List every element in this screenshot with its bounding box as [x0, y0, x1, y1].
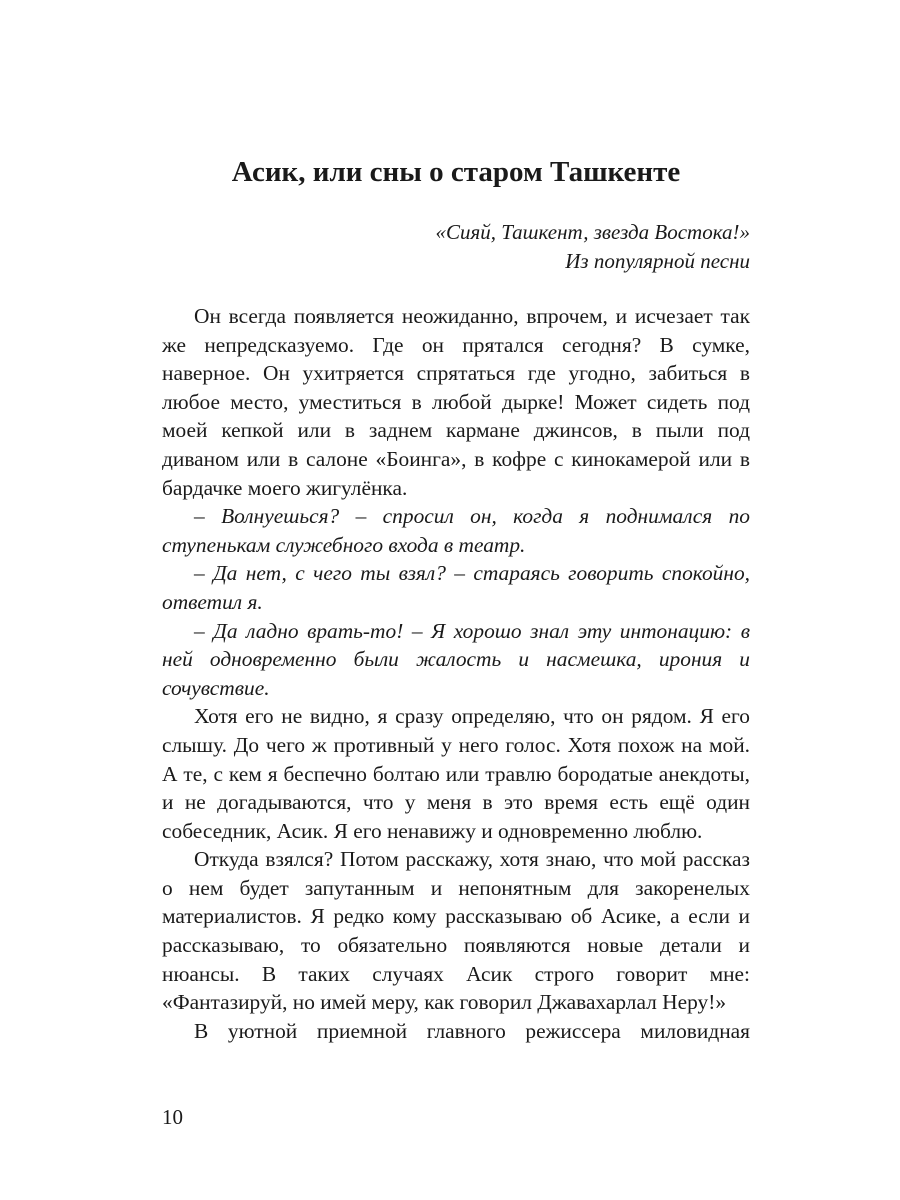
- book-page: [162, 0, 750, 1200]
- dialog-line-3: – Да ладно врать-то! – Я хорошо знал эту интонацию: в ней одновременно были жалость и насмешка, ирония и сочувствие.: [162, 618, 750, 700]
- epigraph-source: Из популярной песни: [565, 248, 750, 273]
- dialog-line-2: – Да нет, с чего ты взял? – стараясь говорить спокойно, ответил я.: [162, 561, 750, 614]
- paragraph-4: В уютной приемной главного режиссера миловидная: [194, 1018, 750, 1043]
- epigraph-quote: «Сияй, Ташкент, звезда Востока!»: [435, 220, 750, 244]
- dialog-line-1: – Волнуешься? – спросил он, когда я поднимался по ступенькам служебного входа в театр.: [162, 504, 750, 557]
- paragraph-1: Он всегда появляется неожиданно, впрочем, и исчезает так же непредсказуемо. Где он прятался сегодня? В сумке, наверное. Он ухитряется спрятаться где угодно, забиться в любое место, уместиться в любой дырке! Может сидеть под моей кепкой или в заднем кармане джинсов, в пыли под диваном или в салоне «Боинга», в кофре с кинокамерой или в бардачке моего жигулёнка.: [162, 304, 750, 500]
- chapter-title: Асик, или сны о старом Ташкенте: [231, 156, 681, 188]
- body-text: [162, 302, 750, 1045]
- paragraph-3: Откуда взялся? Потом расскажу, хотя знаю, что мой рассказ о нем будет запутанным и непонятным для закоренелых материалистов. Я редко кому рассказываю об Асике, а если и рассказываю, то обязательно появляются новые детали и нюансы. В таких случаях Асик строго говорит мне: «Фантазируй, но имей меру, как говорил Джавахарлал Неру!»: [162, 847, 750, 1015]
- epigraph: [162, 218, 750, 275]
- page-number: 10: [162, 1105, 183, 1129]
- paragraph-2: Хотя его не видно, я сразу определяю, что он рядом. Я его слышу. До чего ж противный у него голос. Хотя похож на мой. А те, с кем я беспечно болтаю или травлю бородатые анекдоты, и не догадываются, что у меня в это время есть ещё один собеседник, Асик. Я его ненавижу и одновременно люблю.: [162, 704, 750, 843]
